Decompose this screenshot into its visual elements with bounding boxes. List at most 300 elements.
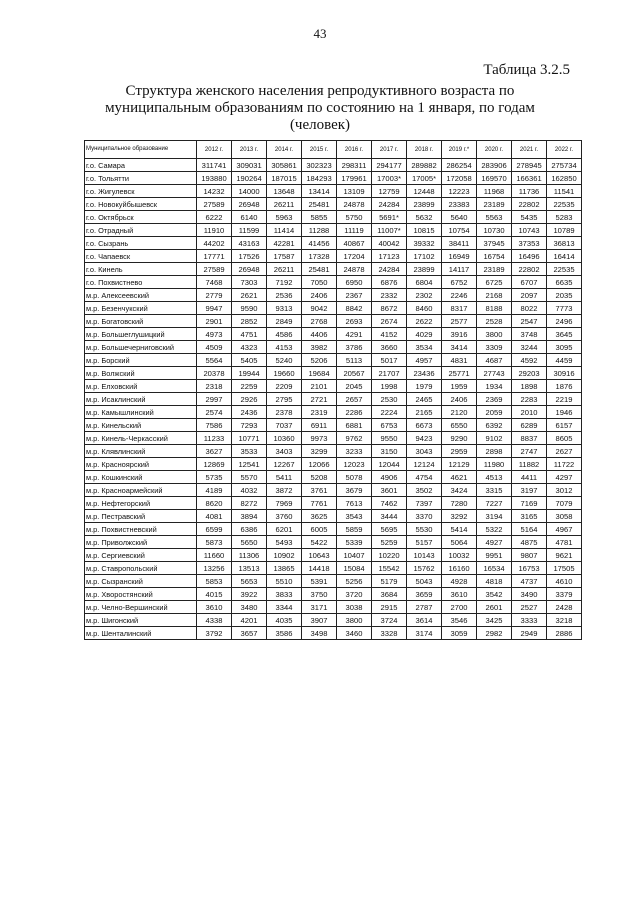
value-cell: 6752 [442,276,477,289]
municipality-name-cell: г.о. Похвистнево [85,276,197,289]
value-cell: 14232 [197,185,232,198]
value-cell: 10771 [232,432,267,445]
column-header-municipality: Муниципальное образование [85,141,197,159]
table-row [85,627,582,640]
value-cell: 10902 [267,549,302,562]
value-cell: 3315 [477,484,512,497]
value-cell: 10360 [267,432,302,445]
municipality-name-cell: г.о. Отрадный [85,224,197,237]
value-cell: 2693 [337,315,372,328]
value-cell: 7293 [232,419,267,432]
value-cell: 3059 [442,627,477,640]
value-cell: 3244 [512,341,547,354]
value-cell: 36813 [547,237,582,250]
value-cell: 3534 [407,341,442,354]
municipality-name-cell: м.р. Алексеевский [85,289,197,302]
value-cell: 4967 [547,523,582,536]
municipality-name-cell: м.р. Красноармейский [85,484,197,497]
column-header-year: 2018 г. [407,141,442,159]
value-cell: 13648 [267,185,302,198]
value-cell: 27589 [197,263,232,276]
value-cell: 3792 [197,627,232,640]
title-line-1: Структура женского населения репродуктивного возраста по [125,83,515,99]
municipality-name-cell: г.о. Сызрань [85,237,197,250]
value-cell: 12541 [232,458,267,471]
value-cell: 309031 [232,159,267,172]
value-cell: 8460 [407,302,442,315]
value-cell: 3058 [547,510,582,523]
value-cell: 2787 [407,601,442,614]
value-cell: 5691* [372,211,407,224]
value-cell: 12129 [442,458,477,471]
value-cell: 10220 [372,549,407,562]
value-cell: 22802 [512,198,547,211]
value-cell: 7169 [512,497,547,510]
value-cell: 5855 [302,211,337,224]
column-header-year: 2022 г. [547,141,582,159]
value-cell: 1946 [547,406,582,419]
value-cell: 2332 [372,289,407,302]
value-cell: 44202 [197,237,232,250]
value-cell: 2926 [232,393,267,406]
value-cell: 2283 [512,393,547,406]
value-cell: 11007* [372,224,407,237]
value-cell: 2721 [302,393,337,406]
municipality-name-cell: м.р. Кошкинский [85,471,197,484]
table-row [85,549,582,562]
value-cell: 289882 [407,159,442,172]
value-cell: 5339 [337,536,372,549]
value-cell: 7192 [267,276,302,289]
value-cell: 25481 [302,198,337,211]
table-row [85,367,582,380]
value-cell: 5240 [267,354,302,367]
value-cell: 294177 [372,159,407,172]
value-cell: 2674 [372,315,407,328]
municipality-name-cell: г.о. Жигулевск [85,185,197,198]
value-cell: 2622 [407,315,442,328]
value-cell: 10407 [337,549,372,562]
value-cell: 3425 [477,614,512,627]
value-cell: 5735 [197,471,232,484]
value-cell: 3490 [512,588,547,601]
municipality-name-cell: м.р. Елховский [85,380,197,393]
value-cell: 13865 [267,562,302,575]
value-cell: 3748 [512,328,547,341]
value-cell: 6386 [232,523,267,536]
value-cell: 3684 [372,588,407,601]
municipality-name-cell: м.р. Шенталинский [85,627,197,640]
value-cell: 2059 [477,406,512,419]
value-cell: 3171 [302,601,337,614]
value-cell: 3724 [372,614,407,627]
value-cell: 2901 [197,315,232,328]
value-cell: 23189 [477,198,512,211]
value-cell: 15762 [407,562,442,575]
value-cell: 190264 [232,172,267,185]
value-cell: 22535 [547,198,582,211]
value-cell: 16414 [547,250,582,263]
value-cell: 3610 [197,601,232,614]
value-cell: 9290 [442,432,477,445]
value-cell: 3610 [442,588,477,601]
value-cell: 2165 [407,406,442,419]
value-cell: 2852 [232,315,267,328]
value-cell: 4586 [267,328,302,341]
value-cell: 8272 [232,497,267,510]
table-row [85,237,582,250]
value-cell: 5853 [197,575,232,588]
value-cell: 4687 [477,354,512,367]
value-cell: 2959 [442,445,477,458]
value-cell: 16753 [512,562,547,575]
table-row [85,211,582,224]
value-cell: 2436 [232,406,267,419]
value-cell: 2547 [512,315,547,328]
value-cell: 9550 [372,432,407,445]
population-table [84,140,582,640]
value-cell: 10730 [477,224,512,237]
value-cell: 11980 [477,458,512,471]
value-cell: 2997 [197,393,232,406]
table-row [85,276,582,289]
value-cell: 2286 [337,406,372,419]
value-cell: 17587 [267,250,302,263]
value-cell: 5064 [442,536,477,549]
value-cell: 3309 [477,341,512,354]
municipality-name-cell: г.о. Октябрьск [85,211,197,224]
value-cell: 2527 [512,601,547,614]
table-row [85,354,582,367]
value-cell: 4035 [267,614,302,627]
value-cell: 2097 [512,289,547,302]
value-cell: 19944 [232,367,267,380]
municipality-name-cell: м.р. Хворостянский [85,588,197,601]
value-cell: 10815 [407,224,442,237]
value-cell: 187015 [267,172,302,185]
value-cell: 7050 [302,276,337,289]
value-cell: 16496 [512,250,547,263]
value-cell: 5206 [302,354,337,367]
value-cell: 13256 [197,562,232,575]
value-cell: 5411 [267,471,302,484]
value-cell: 7227 [477,497,512,510]
table-row [85,562,582,575]
value-cell: 2886 [547,627,582,640]
value-cell: 8605 [547,432,582,445]
value-cell: 20567 [337,367,372,380]
value-cell: 6599 [197,523,232,536]
municipality-name-cell: м.р. Волжский [85,367,197,380]
table-row [85,523,582,536]
value-cell: 3872 [267,484,302,497]
value-cell: 6911 [302,419,337,432]
table-row [85,315,582,328]
value-cell: 9621 [547,549,582,562]
municipality-name-cell: г.о. Кинель [85,263,197,276]
table-body [85,159,582,640]
value-cell: 4189 [197,484,232,497]
value-cell: 11722 [547,458,582,471]
table-row [85,172,582,185]
value-cell: 11414 [267,224,302,237]
column-header-year: 2021 г. [512,141,547,159]
value-cell: 11882 [512,458,547,471]
municipality-name-cell: м.р. Клявлинский [85,445,197,458]
value-cell: 2209 [267,380,302,393]
value-cell: 21707 [372,367,407,380]
value-cell: 4781 [547,536,582,549]
value-cell: 6157 [547,419,582,432]
value-cell: 7773 [547,302,582,315]
value-cell: 3498 [302,627,337,640]
value-cell: 1959 [442,380,477,393]
value-cell: 9313 [267,302,302,315]
value-cell: 302323 [302,159,337,172]
value-cell: 283906 [477,159,512,172]
value-cell: 2378 [267,406,302,419]
value-cell: 4406 [302,328,337,341]
value-cell: 16160 [442,562,477,575]
value-cell: 8317 [442,302,477,315]
table-row [85,185,582,198]
value-cell: 9762 [337,432,372,445]
table-row [85,497,582,510]
value-cell: 12044 [372,458,407,471]
municipality-name-cell: м.р. Большеглушицкий [85,328,197,341]
table-row [85,588,582,601]
value-cell: 8837 [512,432,547,445]
value-cell: 3760 [267,510,302,523]
value-cell: 4509 [197,341,232,354]
municipality-name-cell: м.р. Похвистневский [85,523,197,536]
value-cell: 3786 [337,341,372,354]
value-cell: 5113 [337,354,372,367]
value-cell: 3502 [407,484,442,497]
value-cell: 6707 [512,276,547,289]
value-cell: 305861 [267,159,302,172]
value-cell: 3657 [232,627,267,640]
value-cell: 2035 [547,289,582,302]
column-header-year: 2015 г. [302,141,337,159]
value-cell: 4201 [232,614,267,627]
value-cell: 17526 [232,250,267,263]
municipality-name-cell: м.р. Кинельский [85,419,197,432]
value-cell: 7280 [442,497,477,510]
value-cell: 4927 [477,536,512,549]
value-cell: 9590 [232,302,267,315]
value-cell: 24284 [372,198,407,211]
municipality-name-cell: м.р. Красноярский [85,458,197,471]
value-cell: 3546 [442,614,477,627]
value-cell: 17328 [302,250,337,263]
value-cell: 3379 [547,588,582,601]
value-cell: 1979 [407,380,442,393]
value-cell: 166361 [512,172,547,185]
municipality-name-cell: м.р. Богатовский [85,315,197,328]
value-cell: 11119 [337,224,372,237]
value-cell: 3627 [197,445,232,458]
value-cell: 13513 [232,562,267,575]
value-cell: 8022 [512,302,547,315]
value-cell: 3165 [512,510,547,523]
value-cell: 20378 [197,367,232,380]
value-cell: 4513 [477,471,512,484]
value-cell: 5963 [267,211,302,224]
value-cell: 8188 [477,302,512,315]
value-cell: 6950 [337,276,372,289]
value-cell: 2795 [267,393,302,406]
value-cell: 12124 [407,458,442,471]
value-cell: 5283 [547,211,582,224]
value-cell: 4831 [442,354,477,367]
value-cell: 11233 [197,432,232,445]
table-row [85,510,582,523]
value-cell: 3012 [547,484,582,497]
title-line-3: (человек) [289,117,351,133]
value-cell: 7462 [372,497,407,510]
value-cell: 2224 [372,406,407,419]
value-cell: 3233 [337,445,372,458]
table-row [85,341,582,354]
header-row [85,141,582,159]
value-cell: 2302 [407,289,442,302]
value-cell: 6876 [372,276,407,289]
value-cell: 298311 [337,159,372,172]
value-cell: 2627 [547,445,582,458]
value-cell: 5510 [267,575,302,588]
value-cell: 4818 [477,575,512,588]
value-cell: 7613 [337,497,372,510]
value-cell: 9807 [512,549,547,562]
value-cell: 17771 [197,250,232,263]
value-cell: 4928 [442,575,477,588]
value-cell: 3659 [407,588,442,601]
value-cell: 3424 [442,484,477,497]
value-cell: 184293 [302,172,337,185]
municipality-name-cell: м.р. Пестравский [85,510,197,523]
table-row [85,419,582,432]
value-cell: 9042 [302,302,337,315]
value-cell: 11736 [512,185,547,198]
municipality-name-cell: м.р. Исаклинский [85,393,197,406]
value-cell: 5632 [407,211,442,224]
municipality-name-cell: м.р. Нефтегорский [85,497,197,510]
value-cell: 193880 [197,172,232,185]
value-cell: 5208 [302,471,337,484]
value-cell: 3328 [372,627,407,640]
value-cell: 5391 [302,575,337,588]
value-cell: 2898 [477,445,512,458]
value-cell: 2982 [477,627,512,640]
municipality-name-cell: г.о. Самара [85,159,197,172]
value-cell: 10643 [302,549,337,562]
value-cell: 2246 [442,289,477,302]
value-cell: 5653 [232,575,267,588]
value-cell: 5164 [512,523,547,536]
value-cell: 3720 [337,588,372,601]
municipality-name-cell: г.о. Чапаевск [85,250,197,263]
value-cell: 6673 [407,419,442,432]
value-cell: 15084 [337,562,372,575]
value-cell: 5750 [337,211,372,224]
value-cell: 2915 [372,601,407,614]
value-cell: 12023 [337,458,372,471]
value-cell: 7586 [197,419,232,432]
value-cell: 3150 [372,445,407,458]
value-cell: 6753 [372,419,407,432]
value-cell: 3916 [442,328,477,341]
value-cell: 3333 [512,614,547,627]
value-cell: 6550 [442,419,477,432]
value-cell: 13414 [302,185,337,198]
value-cell: 2318 [197,380,232,393]
municipality-name-cell: м.р. Борский [85,354,197,367]
value-cell: 5650 [232,536,267,549]
value-cell: 11968 [477,185,512,198]
value-cell: 6635 [547,276,582,289]
value-cell: 10789 [547,224,582,237]
value-cell: 2259 [232,380,267,393]
value-cell: 2849 [267,315,302,328]
value-cell: 11288 [302,224,337,237]
value-cell: 5017 [372,354,407,367]
value-cell: 6289 [512,419,547,432]
table-row [85,289,582,302]
municipality-name-cell: м.р. Челно-Вершинский [85,601,197,614]
value-cell: 3982 [302,341,337,354]
value-cell: 10754 [442,224,477,237]
column-header-year: 2014 г. [267,141,302,159]
value-cell: 5405 [232,354,267,367]
table-row [85,328,582,341]
value-cell: 4610 [547,575,582,588]
value-cell: 3922 [232,588,267,601]
value-cell: 179961 [337,172,372,185]
value-cell: 2120 [442,406,477,419]
value-cell: 11541 [547,185,582,198]
value-cell: 17204 [337,250,372,263]
value-cell: 12448 [407,185,442,198]
column-header-year: 2016 г. [337,141,372,159]
municipality-name-cell: м.р. Ставропольский [85,562,197,575]
value-cell: 7303 [232,276,267,289]
value-cell: 3660 [372,341,407,354]
value-cell: 3542 [477,588,512,601]
municipality-name-cell: м.р. Кинель-Черкасский [85,432,197,445]
value-cell: 12223 [442,185,477,198]
value-cell: 5179 [372,575,407,588]
table-row [85,406,582,419]
value-cell: 25481 [302,263,337,276]
value-cell: 4906 [372,471,407,484]
value-cell: 5157 [407,536,442,549]
value-cell: 2428 [547,601,582,614]
value-cell: 2747 [512,445,547,458]
table-row [85,263,582,276]
value-cell: 3197 [512,484,547,497]
value-cell: 37945 [477,237,512,250]
value-cell: 27743 [477,367,512,380]
value-cell: 3800 [477,328,512,341]
value-cell: 2574 [197,406,232,419]
value-cell: 39332 [407,237,442,250]
value-cell: 2465 [407,393,442,406]
value-cell: 169570 [477,172,512,185]
value-cell: 16754 [477,250,512,263]
value-cell: 17102 [407,250,442,263]
value-cell: 2101 [302,380,337,393]
